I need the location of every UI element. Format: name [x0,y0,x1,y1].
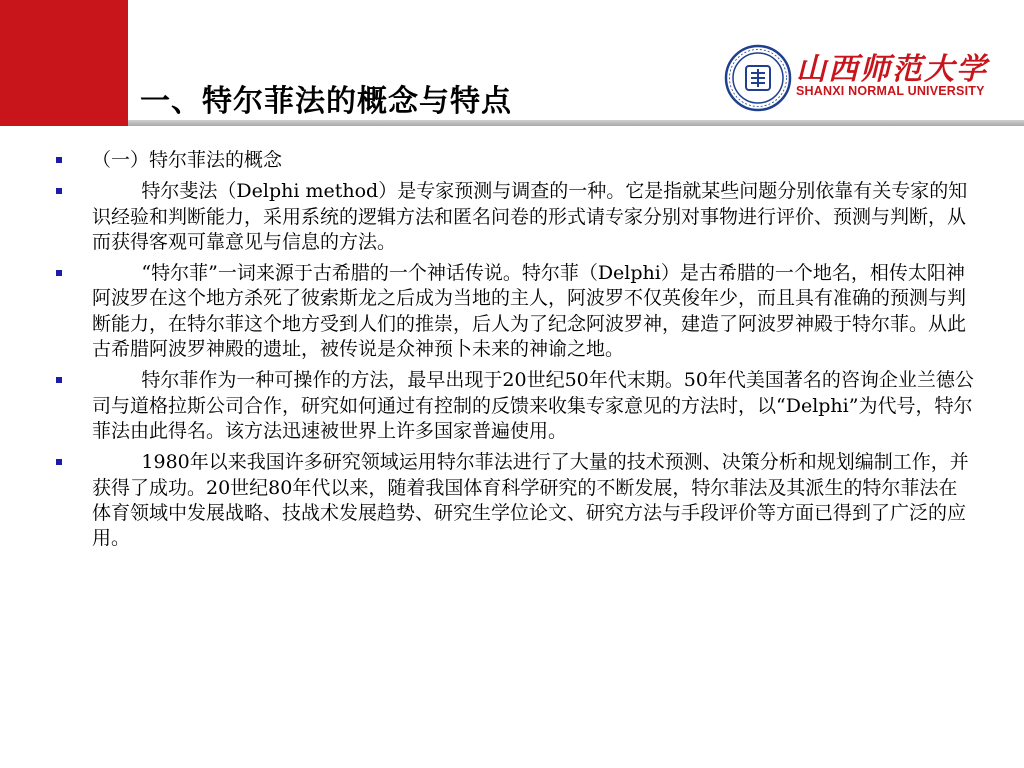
list-item [56,261,976,362]
list-item-text: 特尔菲作为一种可操作的方法，最早出现于20世纪50年代末期。50年代美国著名的咨询企业兰德公司与道格拉斯公司合作，研究如何通过有控制的反馈来收集专家意见的方法时，以“Delphi”为代号，特尔菲法由此得名。该方法迅速被世界上许多国家普遍使用。 [92,369,974,442]
list-item [56,368,976,444]
bullet-icon [56,157,62,163]
bullet-icon [56,270,62,276]
list-item-text: “特尔菲”一词来源于古希腊的一个神话传说。特尔菲（Delphi）是古希腊的一个地名，相传太阳神阿波罗在这个地方杀死了彼索斯龙之后成为当地的主人，阿波罗不仅英俊年少，而且具有准确的预测与判断能力，在特尔菲这个地方受到人们的推崇，后人为了纪念阿波罗神，建造了阿波罗神殿于特尔菲。从此古希腊阿波罗神殿的遗址，被传说是众神预卜未来的神谕之地。 [92,262,967,361]
title-underline-bar [128,120,1024,126]
university-seal-icon [724,44,792,112]
bullet-icon [56,188,62,194]
page-title: 一、特尔菲法的概念与特点 [140,84,512,119]
list-item-text: 特尔斐法（Delphi method）是专家预测与调查的一种。它是指就某些问题分别依靠有关专家的知识经验和判断能力，采用系统的逻辑方法和匿名问卷的形式请专家分别对事物进行评价、预测与判断，从而获得客观可靠意见与信息的方法。 [92,180,968,253]
bullet-icon [56,459,62,465]
bullet-list [56,148,976,557]
list-item-text: （一）特尔菲法的概念 [92,149,283,171]
logo-english-name: SHANXI NORMAL UNIVERSITY [796,84,985,98]
list-item [56,450,976,551]
bullet-icon [56,377,62,383]
university-logo [724,44,996,116]
list-item [56,148,976,173]
list-item-text: 1980年以来我国许多研究领域运用特尔菲法进行了大量的技术预测、决策分析和规划编制工作，并获得了成功。20世纪80年代以来，随着我国体育科学研究的不断发展，特尔菲法及其派生的特尔菲法在体育领域中发展战略、技战术发展趋势、研究生学位论文、研究方法与手段评价等方面已得到了广泛的应用。 [92,451,969,550]
list-item [56,179,976,255]
logo-chinese-name: 山西师范大学 [796,52,988,87]
red-corner-block [0,0,128,126]
